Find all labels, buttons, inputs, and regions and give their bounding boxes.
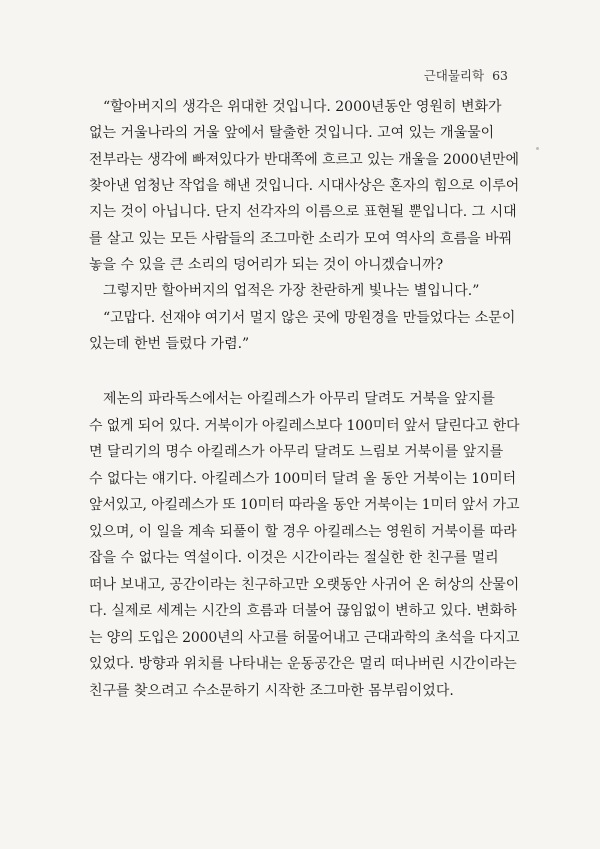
running-header	[424, 66, 508, 84]
text-line: 앞서있고, 아킬레스가 또 10미터 따라올 동안 거북이는 1미터 앞서 가고	[89, 497, 520, 513]
text-line: 찾아낸 엄청난 작업을 해낸 것입니다. 시대사상은 혼자의 힘으로 이루어	[89, 178, 520, 194]
text-line: 지는 것이 아닙니다. 단지 선각자의 이름으로 표현될 뿐입니다. 그 시대	[89, 204, 517, 220]
text-line: 있었다. 방향과 위치를 나타내는 운동공간은 멀리 떠나버린 시간이라는	[89, 656, 517, 672]
text-line: 잡을 수 없다는 역설이다. 이것은 시간이라는 절실한 한 친구를 멀리	[89, 550, 499, 566]
text-line: 면 달리기의 명수 아킬레스가 아무리 달려도 느림보 거북이를 앞지를	[89, 444, 504, 460]
text-line: 수 없게 되어 있다. 거북이가 아킬레스보다 100미터 앞서 달린다고 한다	[89, 418, 520, 434]
text-line: 있으며, 이 일을 계속 되풀이 할 경우 아킬레스는 영원히 거북이를 따라	[89, 524, 517, 540]
text-line: 전부라는 생각에 빠져있다가 반대쪽에 흐르고 있는 개울을 2000년만에	[89, 152, 519, 168]
text-line: 제논의 파라독스에서는 아킬레스가 아무리 달려도 거북을 앞지를	[103, 391, 495, 407]
text-line: 없는 거울나라의 거울 앞에서 탈출한 것입니다. 고여 있는 개울물이	[89, 125, 495, 141]
text-line: 친구를 찾으려고 수소문하기 시작한 조그마한 몸부림이었다.	[89, 683, 454, 699]
text-line: 다. 실제로 세계는 시간의 흐름과 더불어 끊임없이 변하고 있다. 변화하	[89, 603, 517, 619]
text-line: 그렇지만 할아버지의 업적은 가장 찬란하게 빛나는 별입니다.”	[103, 283, 480, 299]
page-number: 63	[492, 68, 508, 83]
text-line: 는 양의 도입은 2000년의 사고를 허물어내고 근대과학의 초석을 다지고	[89, 630, 520, 646]
text-line: 놓을 수 있을 큰 소리의 덩어리가 되는 것이 아니겠습니까?	[89, 257, 444, 273]
text-line: 떠나 보내고, 공간이라는 친구하고만 오랫동안 사귀어 온 허상의 산물이	[89, 577, 520, 593]
text-line: 를 살고 있는 모든 사람들의 조그마한 소리가 모여 역사의 흐름을 바꿔	[89, 231, 513, 247]
text-line: “고맙다. 선재야 여기서 멀지 않은 곳에 망원경을 만들었다는 소문이	[103, 310, 516, 326]
text-line: “할아버지의 생각은 위대한 것입니다. 2000년동안 영원히 변화가	[103, 99, 502, 115]
chapter-title: 근대물리학	[423, 68, 485, 83]
margin-speck	[536, 147, 539, 150]
text-line: 있는데 한번 들렀다 가렴.”	[89, 336, 250, 352]
text-line: 수 없다는 얘기다. 아킬레스가 100미터 달려 올 동안 거북이는 10미터	[89, 471, 517, 487]
